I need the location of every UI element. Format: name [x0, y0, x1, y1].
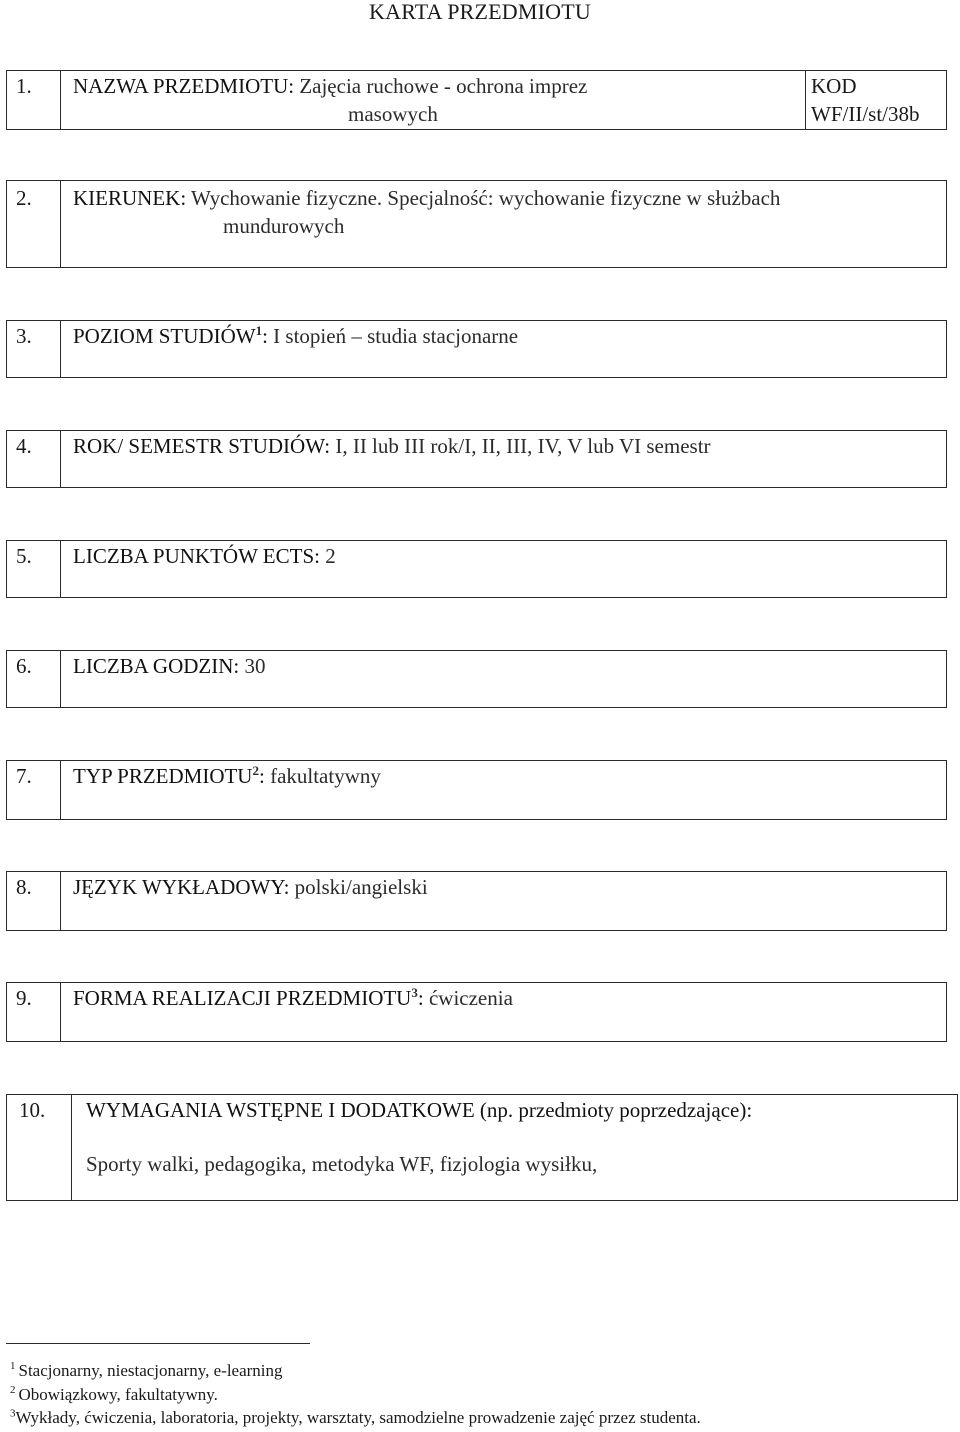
- section-prerequisites: [6, 1094, 958, 1201]
- section-number: 1.: [7, 71, 61, 129]
- subject-code-cell: [805, 71, 946, 129]
- section-value: ćwiczenia: [428, 986, 513, 1010]
- section-number: 6.: [7, 651, 61, 707]
- footnote-text: Stacjonarny, niestacjonarny, e-learning: [18, 1361, 283, 1380]
- section-value: 30: [244, 654, 266, 678]
- section-content: [61, 541, 946, 597]
- section-subject-type: [6, 760, 947, 820]
- section-content: [61, 71, 805, 129]
- footnote-ref: 3: [411, 985, 418, 1000]
- section-number: 7.: [7, 761, 61, 819]
- footnote-marker: 1: [10, 1360, 16, 1373]
- section-value: I stopień – studia stacjonarne: [273, 324, 519, 348]
- section-year-semester: [6, 430, 947, 488]
- section-value: 2: [325, 544, 336, 568]
- section-content: [61, 431, 946, 487]
- section-value-line2: mundurowych: [223, 214, 345, 238]
- section-label: TYP PRZEDMIOTU: [73, 764, 253, 788]
- section-label: POZIOM STUDIÓW: [73, 324, 256, 348]
- section-label: ROK/ SEMESTR STUDIÓW:: [73, 434, 331, 458]
- section-content: [72, 1095, 957, 1200]
- section-ects-points: [6, 540, 947, 598]
- section-number: 3.: [7, 321, 61, 377]
- section-number: 10.: [7, 1095, 72, 1200]
- section-value-line2: masowych: [348, 102, 438, 126]
- section-subject-name: [6, 70, 947, 130]
- section-content: POZIOM STUDIÓW$^1$: I stopień – studia stacjonarne: [73, 323, 519, 348]
- footnote-marker: 3: [10, 1407, 16, 1420]
- section-content: [61, 651, 946, 707]
- section-content: TYP PRZEDMIOTU$^2$: fakultatywny: [73, 763, 381, 788]
- footnote-text: Wykłady, ćwiczenia, laboratoria, projekty, warsztaty, samodzielne prowadzenie zajęć przez studenta.: [15, 1408, 701, 1427]
- section-content: [61, 872, 946, 930]
- section-label: LICZBA PUNKTÓW ECTS:: [73, 544, 320, 568]
- document-title: KARTA PRZEDMIOTU: [369, 0, 591, 24]
- section-value: fakultatywny: [270, 764, 381, 788]
- section-label: FORMA REALIZACJI PRZEDMIOTU: [73, 986, 412, 1010]
- section-language: [6, 871, 947, 931]
- section-value: Wychowanie fizyczne. Specjalność: wychowanie fizyczne w służbach: [191, 186, 781, 210]
- section-number: 2.: [7, 181, 61, 267]
- section-form-of-delivery: [6, 982, 947, 1042]
- section-content: FORMA REALIZACJI PRZEDMIOTU$^3$: ćwiczenia: [73, 985, 513, 1010]
- section-number: 8.: [7, 872, 61, 930]
- section-label: JĘZYK WYKŁADOWY:: [73, 875, 290, 899]
- section-value: I, II lub III rok/I, II, III, IV, V lub VI semestr: [335, 434, 711, 458]
- section-field-of-study: [6, 180, 947, 268]
- section-value: Zajęcia ruchowe - ochrona imprez: [299, 74, 588, 98]
- footnote: [10, 1408, 701, 1428]
- section-content: [61, 181, 946, 267]
- footnote-separator: [6, 1343, 310, 1344]
- footnote-marker: 2: [10, 1384, 16, 1397]
- code-label: KOD: [811, 74, 857, 98]
- section-value: polski/angielski: [294, 875, 428, 899]
- section-value: Sporty walki, pedagogika, metodyka WF, fizjologia wysiłku,: [86, 1152, 598, 1176]
- section-label: LICZBA GODZIN:: [73, 654, 240, 678]
- section-study-level: [6, 320, 947, 378]
- section-number: 9.: [7, 983, 61, 1041]
- footnote: [10, 1361, 283, 1381]
- section-label: WYMAGANIA WSTĘPNE I DODATKOWE (np. przedmioty poprzedzające):: [86, 1098, 753, 1122]
- footnote: [10, 1385, 218, 1405]
- section-label: NAZWA PRZEDMIOTU:: [73, 74, 295, 98]
- footnote-ref: 2: [252, 763, 259, 778]
- section-label: KIERUNEK:: [73, 186, 187, 210]
- footnote-text: Obowiązkowy, fakultatywny.: [18, 1385, 218, 1404]
- code-value: WF/II/st/38b: [811, 102, 920, 126]
- footnote-ref: 1: [255, 323, 263, 338]
- section-number: 5.: [7, 541, 61, 597]
- section-hours: [6, 650, 947, 708]
- section-number: 4.: [7, 431, 61, 487]
